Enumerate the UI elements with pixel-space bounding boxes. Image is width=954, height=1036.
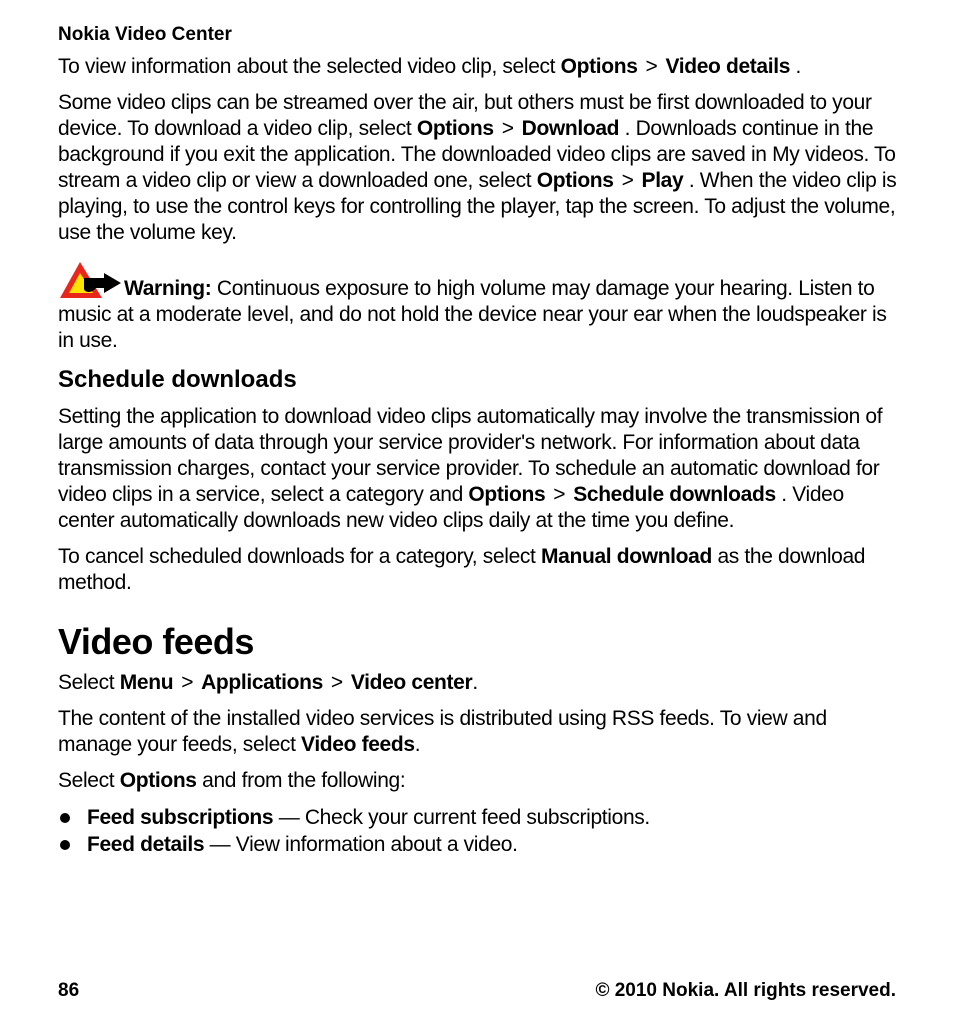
path-separator: >: [330, 671, 343, 694]
list-item-term: Feed details: [87, 833, 205, 856]
path-separator: >: [621, 169, 634, 192]
menu-video-center: Video center: [350, 671, 473, 694]
page-footer: [58, 978, 896, 1004]
running-header: Nokia Video Center: [58, 24, 232, 45]
warning-label: Warning:: [124, 277, 212, 300]
text: Select: [58, 769, 120, 792]
text: . When the video clip is playing, to use the control keys for controlling the player, tap the screen. To adjust the volume, use the volume key.: [58, 169, 897, 244]
text: . Downloads continue in the background if you exit the application. The downloaded video clips are saved in My videos. To stream a video clip or view a downloaded one, select: [58, 117, 896, 192]
menu-options: Options: [468, 483, 546, 506]
paragraph-schedule: [58, 404, 898, 534]
page-content: [58, 22, 898, 858]
paragraph-rss-feeds: [58, 706, 898, 758]
chapter-heading-video-feeds: Video feeds: [58, 621, 254, 662]
list-item-term: Feed subscriptions: [87, 806, 274, 829]
menu-video-feeds: Video feeds: [301, 733, 415, 756]
text: and from the following:: [196, 769, 406, 792]
path-separator: >: [645, 55, 658, 78]
copyright: © 2010 Nokia. All rights reserved.: [595, 980, 896, 1001]
warning-paragraph: [58, 260, 898, 354]
section-heading-schedule-downloads: Schedule downloads: [58, 366, 297, 393]
text: The content of the installed video services is distributed using RSS feeds. To view and manage your feeds, select: [58, 707, 827, 756]
path-separator: >: [553, 483, 566, 506]
text: To view information about the selected video clip, select: [58, 55, 561, 78]
list-item-desc: — View information about a video.: [204, 833, 518, 856]
page-number: 86: [58, 980, 80, 1001]
text: Select: [58, 671, 120, 694]
text: .: [790, 55, 802, 78]
warning-icon: [58, 260, 122, 300]
menu-menu: Menu: [119, 671, 174, 694]
list-item: [58, 804, 898, 831]
warning-text: Continuous exposure to high volume may damage your hearing. Listen to music at a moderate level, and do not hold the device near your ear when the loudspeaker is in use.: [58, 277, 887, 352]
text: To cancel scheduled downloads for a category, select: [58, 545, 542, 568]
paragraph-select-menu: [58, 670, 898, 696]
menu-manual-download: Manual download: [541, 545, 712, 568]
menu-schedule-downloads: Schedule downloads: [573, 483, 776, 506]
paragraph-cancel-schedule: [58, 544, 898, 596]
text: . Video center automatically downloads new video clips daily at the time you define.: [58, 483, 844, 532]
path-separator: >: [181, 671, 194, 694]
list-item-desc: — Check your current feed subscriptions.: [273, 806, 650, 829]
paragraph-download-stream: [58, 90, 898, 246]
menu-download: Download: [521, 117, 620, 140]
text: as the download method.: [58, 545, 866, 594]
menu-options: Options: [560, 55, 638, 78]
text: Some video clips can be streamed over the air, but others must be first downloaded to your device. To download a video clip, select: [58, 91, 872, 140]
paragraph-video-details: [58, 54, 898, 80]
menu-applications: Applications: [201, 671, 323, 694]
text: Setting the application to download video clips automatically may involve the transmission of large amounts of data through your service provider's network. For information about data transmission charges, contact your service provider. To schedule an automatic download for video clips in a service, select a category and: [58, 405, 883, 506]
menu-options: Options: [119, 769, 197, 792]
menu-play: Play: [641, 169, 684, 192]
feed-options-list: [58, 804, 898, 858]
list-item: [58, 831, 898, 858]
text: .: [414, 733, 421, 756]
menu-video-details: Video details: [665, 55, 791, 78]
menu-options: Options: [536, 169, 614, 192]
path-separator: >: [501, 117, 514, 140]
text: .: [472, 671, 478, 694]
menu-options: Options: [416, 117, 494, 140]
paragraph-select-options: [58, 768, 898, 794]
